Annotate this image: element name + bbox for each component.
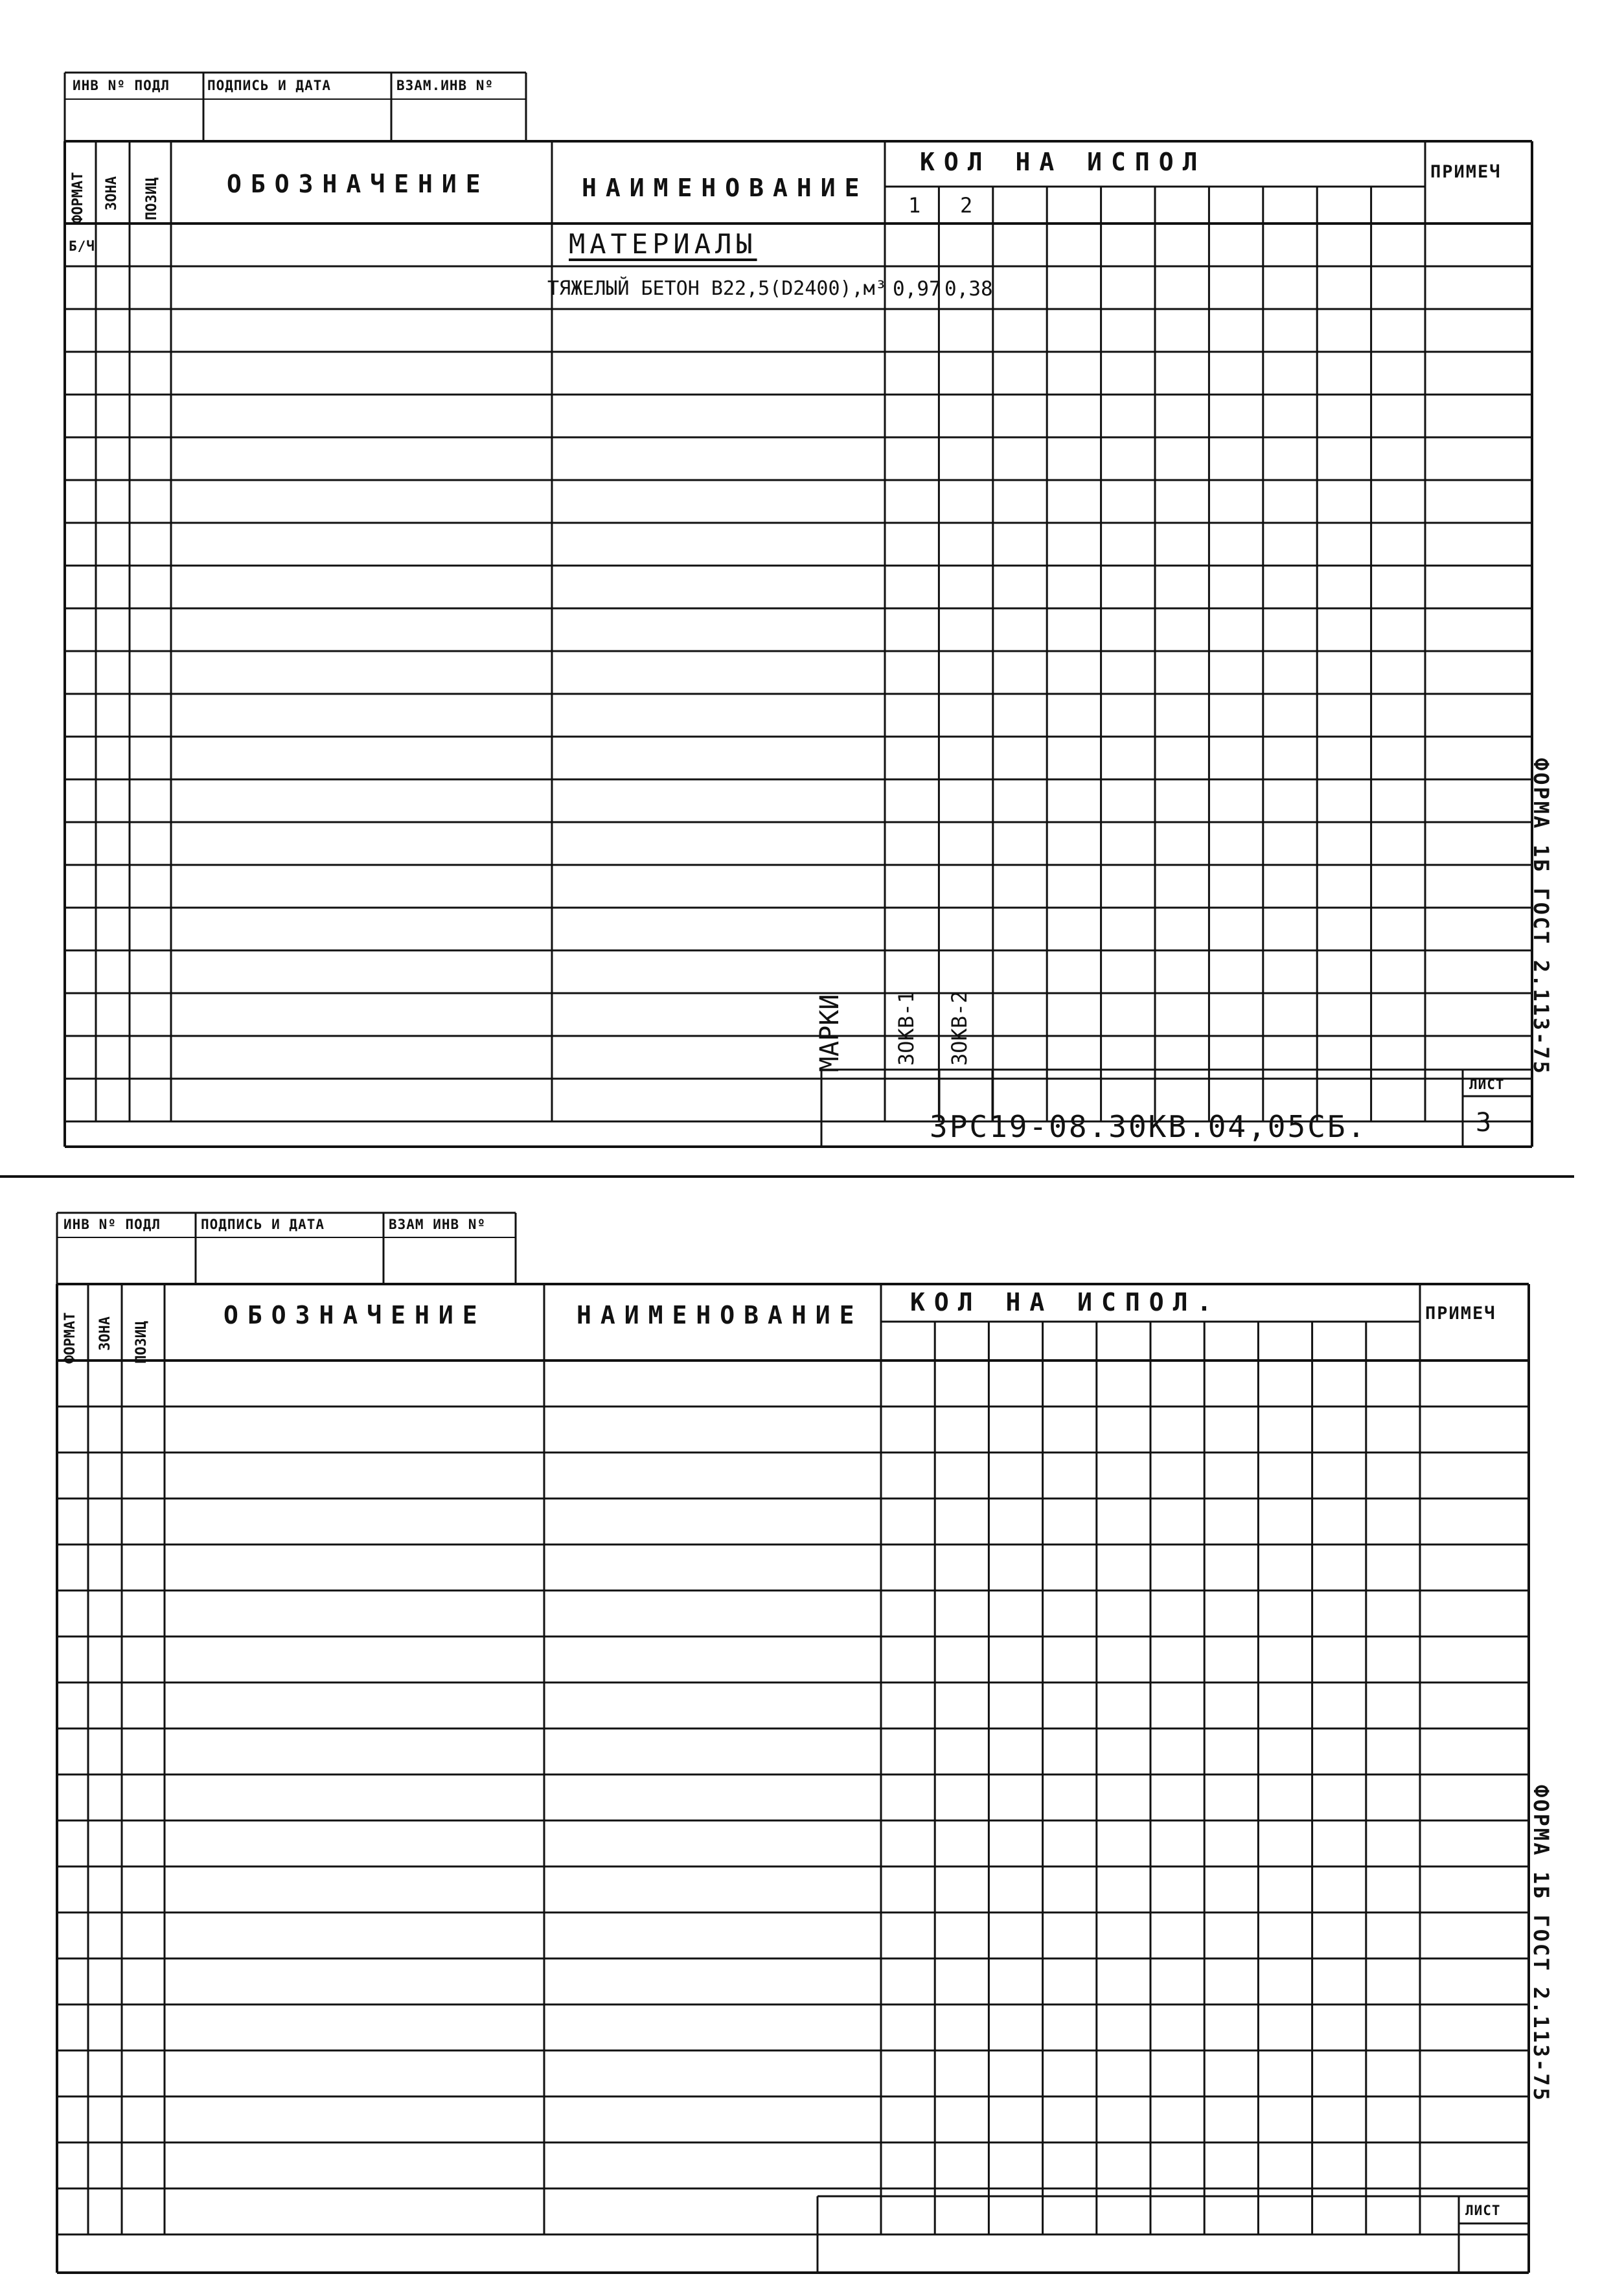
material-qty-2: 0,38 <box>944 277 993 301</box>
sheet-label: ЛИСТ <box>1469 1077 1505 1092</box>
col-note-header: ПРИМЕЧ <box>1430 162 1502 182</box>
stamp-inv-podl-label: ИНВ Nº ПОДЛ <box>73 78 170 93</box>
col-note-header: ПРИМЕЧ <box>1425 1303 1496 1324</box>
col-qty-header: КОЛ НА ИСПОЛ. <box>910 1288 1221 1316</box>
sheet-number: 3 <box>1476 1108 1492 1138</box>
col-format-label: ФОРМАТ <box>70 172 86 224</box>
side-form-label: ФОРМА 1Б ГОСТ 2.113-75 <box>1529 758 1553 1075</box>
stamp-inv-podl-label: ИНВ Nº ПОДЛ <box>63 1217 161 1232</box>
side-form-label: ФОРМА 1Б ГОСТ 2.113-75 <box>1529 1785 1553 2102</box>
qty-sub-1: 1 <box>908 193 921 218</box>
qty-sub-2: 2 <box>960 193 973 218</box>
material-name: ТЯЖЕЛЫЙ БЕТОН В22,5(D2400),м³ <box>547 277 887 300</box>
marks-label: МАРКИ <box>815 994 845 1072</box>
col-name-header: НАИМЕНОВАНИЕ <box>582 174 869 202</box>
stamp-replaced-inv-label: ВЗАМ.ИНВ Nº <box>396 78 494 93</box>
col-zone-label: ЗОНА <box>104 176 120 211</box>
materials-heading: МАТЕРИАЛЫ <box>569 228 757 260</box>
mark-1: ЗОКВ-1 <box>894 991 919 1066</box>
material-qty-1: 0,97 <box>893 277 941 301</box>
col-qty-header: КОЛ НА ИСПОЛ <box>920 148 1207 176</box>
col-name-header: НАИМЕНОВАНИЕ <box>577 1301 863 1329</box>
col-designation-header: ОБОЗНАЧЕНИЕ <box>227 170 490 198</box>
row-format-bch: Б/Ч <box>69 238 95 254</box>
col-pos-label: ПОЗИЦ <box>133 1320 150 1364</box>
sheet-label: ЛИСТ <box>1465 2203 1501 2218</box>
stamp-replaced-inv-label: ВЗАМ ИНВ Nº <box>389 1217 486 1232</box>
col-format-label: ФОРМАТ <box>62 1312 78 1364</box>
col-zone-label: ЗОНА <box>97 1316 113 1351</box>
mark-2: ЗОКВ-2 <box>947 991 972 1066</box>
col-designation-header: ОБОЗНАЧЕНИЕ <box>223 1301 486 1329</box>
col-pos-label: ПОЗИЦ <box>144 177 160 220</box>
stamp-signature-date-label: ПОДПИСЬ И ДАТА <box>207 78 332 93</box>
doc-code: ЗРС19-08.30КВ.04,05СБ. <box>930 1109 1367 1144</box>
stamp-signature-date-label: ПОДПИСЬ И ДАТА <box>201 1217 325 1232</box>
